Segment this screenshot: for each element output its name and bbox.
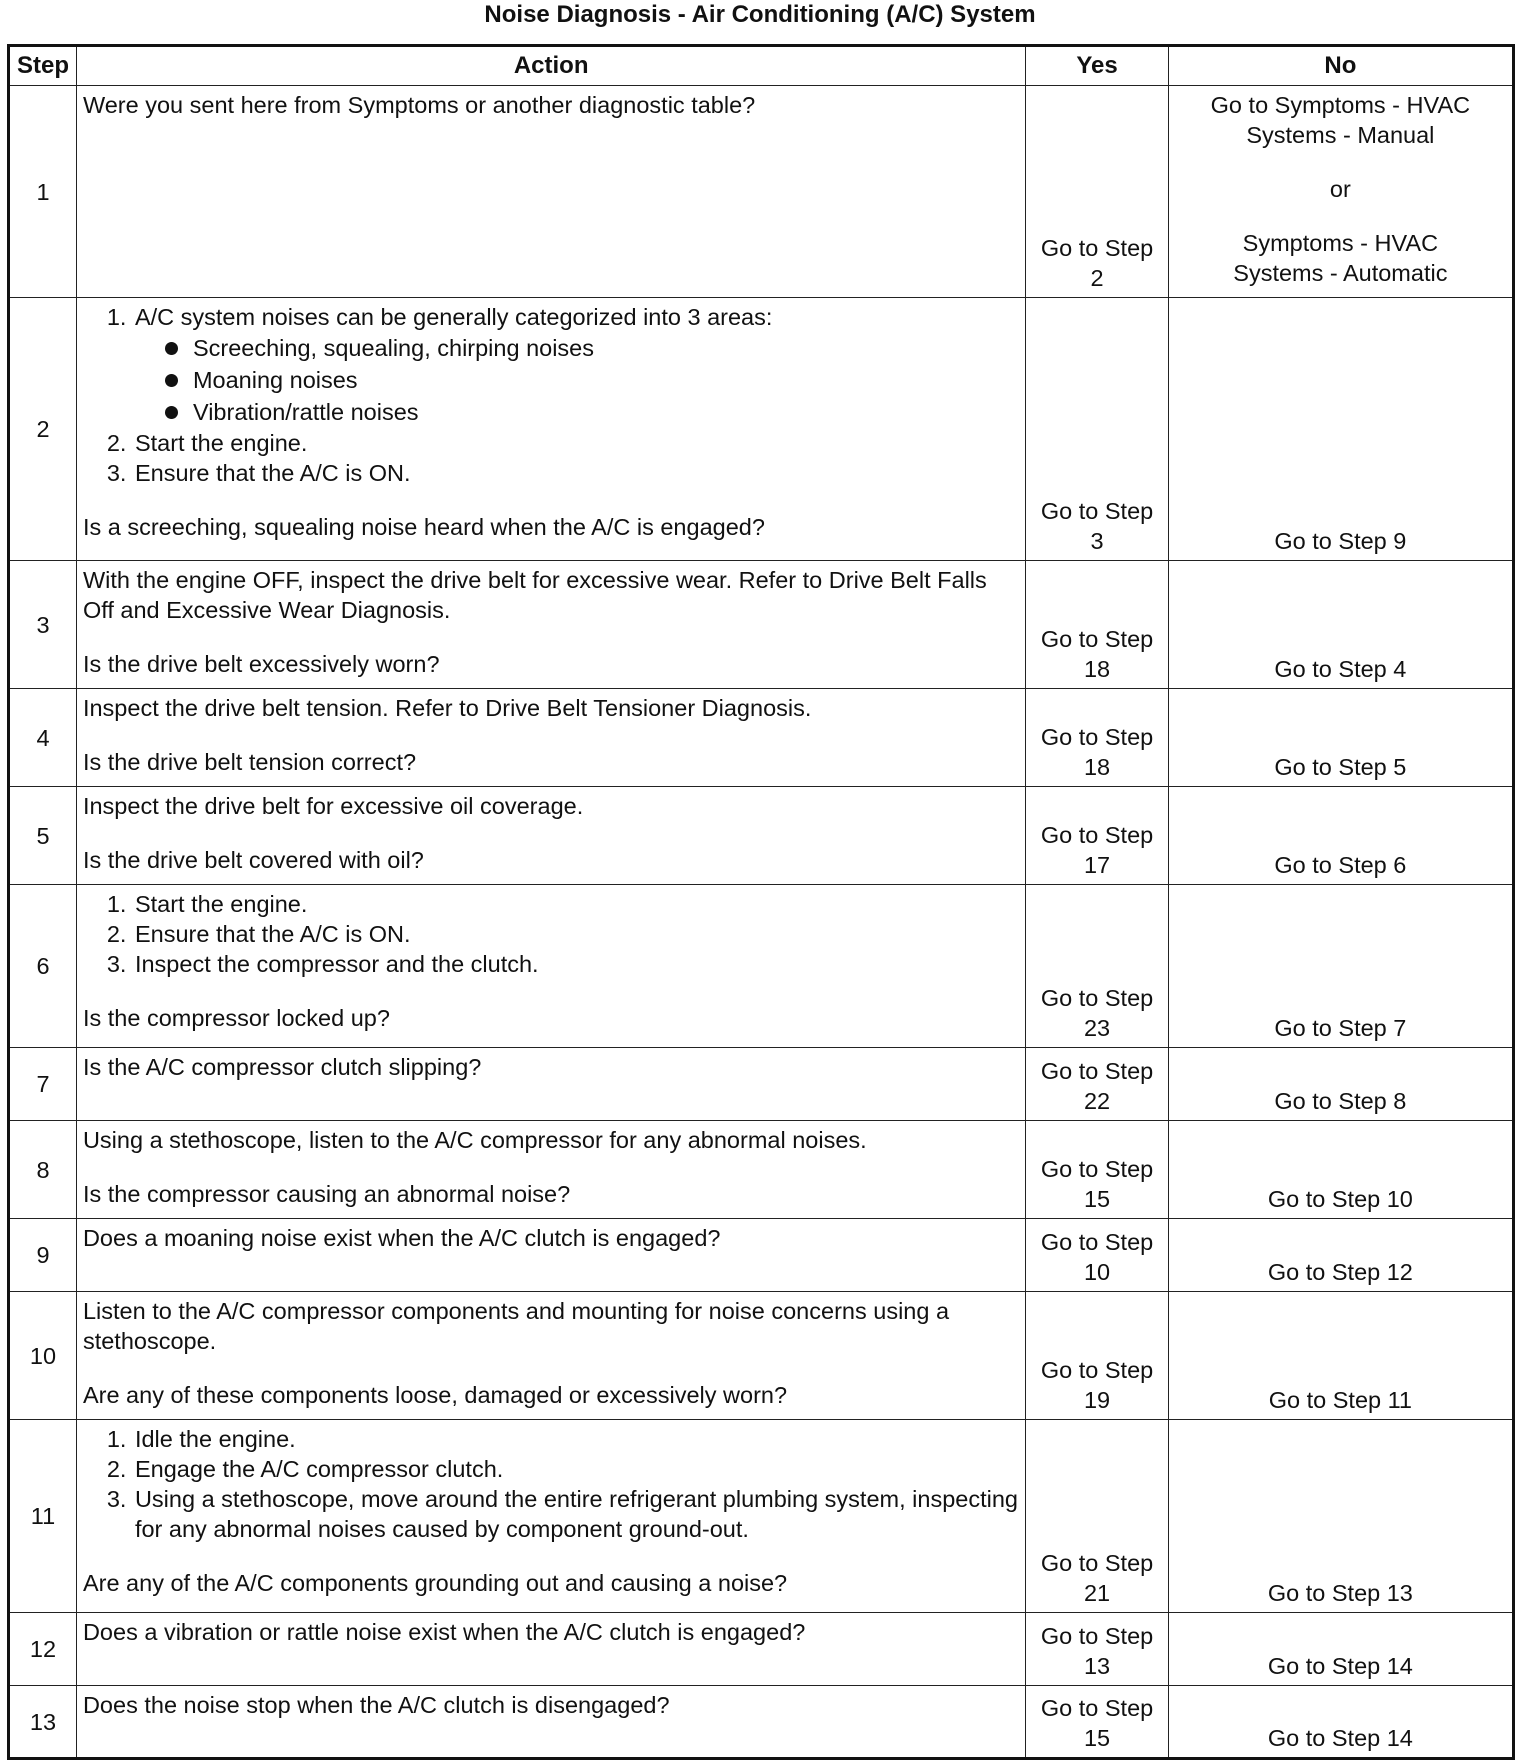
yes-line1: Go to Step: [1040, 1357, 1154, 1383]
yes-line2: 19: [1083, 1387, 1111, 1413]
no-cell: [1168, 86, 1513, 298]
header-no: No: [1168, 46, 1513, 86]
no-cell: Go to Step 8: [1168, 1048, 1513, 1121]
action-question: Does a vibration or rattle noise exist when the A/C clutch is engaged?: [82, 1619, 806, 1645]
table-row: [9, 1048, 1514, 1121]
yes-line2: 3: [1090, 528, 1104, 554]
table-row: [9, 689, 1514, 787]
action-cell: [76, 86, 1025, 298]
action-question: Is the compressor locked up?: [82, 1005, 390, 1031]
bullet-item: Vibration/rattle noises: [191, 396, 1019, 428]
header-step: Step: [9, 46, 77, 86]
step-number: 3: [9, 561, 77, 689]
action-cell: [76, 1219, 1025, 1292]
yes-line2: 21: [1083, 1580, 1111, 1606]
action-step-item: 1. A/C system noises can be generally categorized into 3 areas: Screeching, squealing, chirping noises Moaning noises Vibration/rattle noises: [133, 302, 1019, 428]
yes-line1: Go to Step: [1040, 724, 1154, 750]
yes-cell: [1026, 1686, 1168, 1759]
action-question: Is the drive belt covered with oil?: [82, 847, 424, 873]
yes-cell: [1026, 298, 1168, 561]
no-cell: Go to Step 13: [1168, 1420, 1513, 1613]
yes-line1: Go to Step: [1040, 498, 1154, 524]
yes-line2: 13: [1083, 1653, 1111, 1679]
no-cell: Go to Step 9: [1168, 298, 1513, 561]
action-step-item: 2. Engage the A/C compressor clutch.: [133, 1454, 1019, 1484]
table-row: [9, 1420, 1514, 1613]
bullet-item: Moaning noises: [191, 364, 1019, 396]
no-line3: Symptoms - HVAC: [1242, 230, 1439, 256]
action-steps: [83, 302, 1019, 488]
action-question: Is the drive belt tension correct?: [82, 749, 417, 775]
yes-line1: Go to Step: [1040, 1623, 1154, 1649]
yes-line2: 23: [1083, 1015, 1111, 1041]
action-cell: [76, 689, 1025, 787]
yes-line2: 17: [1083, 852, 1111, 878]
yes-cell: [1026, 1613, 1168, 1686]
table-row: [9, 298, 1514, 561]
header-yes: Yes: [1026, 46, 1168, 86]
action-text: Inspect the drive belt for excessive oil coverage.: [82, 793, 584, 819]
action-question: Does the noise stop when the A/C clutch is disengaged?: [82, 1692, 670, 1718]
action-text: Inspect the drive belt tension. Refer to Drive Belt Tensioner Diagnosis.: [82, 695, 812, 721]
action-question: Are any of these components loose, damaged or excessively worn?: [82, 1382, 788, 1408]
action-text: Listen to the A/C compressor components and mounting for noise concerns using a stethoscope.: [82, 1298, 950, 1354]
no-cell: Go to Step 12: [1168, 1219, 1513, 1292]
action-cell: [76, 298, 1025, 561]
yes-line1: Go to Step: [1040, 626, 1154, 652]
table-row: [9, 1292, 1514, 1420]
step-number: 7: [9, 1048, 77, 1121]
yes-line1: Go to Step: [1040, 1229, 1154, 1255]
step-number: 8: [9, 1121, 77, 1219]
action-steps: [83, 1424, 1019, 1544]
table-row: [9, 561, 1514, 689]
action-question: Are any of the A/C components grounding out and causing a noise?: [82, 1570, 788, 1596]
table-row: [9, 1121, 1514, 1219]
step-number: 4: [9, 689, 77, 787]
header-action: Action: [76, 46, 1025, 86]
yes-cell: [1026, 1219, 1168, 1292]
yes-line1: Go to Step: [1040, 985, 1154, 1011]
no-cell: Go to Step 11: [1168, 1292, 1513, 1420]
no-line1: Go to Symptoms - HVAC: [1210, 92, 1471, 118]
no-cell: Go to Step 6: [1168, 787, 1513, 885]
step-number: 10: [9, 1292, 77, 1420]
no-cell: Go to Step 14: [1168, 1686, 1513, 1759]
action-question: Is the compressor causing an abnormal noise?: [82, 1181, 571, 1207]
yes-line2: 22: [1083, 1088, 1111, 1114]
action-text: With the engine OFF, inspect the drive belt for excessive wear. Refer to Drive Belt Falls Off and Excessive Wear Diagnosis.: [82, 567, 987, 623]
action-cell: [76, 1048, 1025, 1121]
header-row: [9, 46, 1514, 86]
action-steps: [83, 889, 1019, 979]
yes-line2: 18: [1083, 754, 1111, 780]
table-row: [9, 787, 1514, 885]
yes-line1: Go to Step: [1040, 1695, 1154, 1721]
action-step-item: 2. Ensure that the A/C is ON.: [133, 919, 1019, 949]
yes-line1: Go to Step: [1040, 235, 1154, 261]
action-step-item: 1. Idle the engine.: [133, 1424, 1019, 1454]
table-row: [9, 86, 1514, 298]
yes-line2: 18: [1083, 656, 1111, 682]
step-number: 13: [9, 1686, 77, 1759]
yes-cell: [1026, 1420, 1168, 1613]
action-step-item: 1. Start the engine.: [133, 889, 1019, 919]
no-cell: Go to Step 5: [1168, 689, 1513, 787]
yes-cell: [1026, 86, 1168, 298]
yes-line2: 10: [1083, 1259, 1111, 1285]
yes-line1: Go to Step: [1040, 1550, 1154, 1576]
action-cell: [76, 1292, 1025, 1420]
table-row: [9, 885, 1514, 1048]
no-cell: Go to Step 10: [1168, 1121, 1513, 1219]
yes-line2: 15: [1083, 1186, 1111, 1212]
no-cell: Go to Step 4: [1168, 561, 1513, 689]
yes-cell: [1026, 787, 1168, 885]
action-cell: [76, 1613, 1025, 1686]
action-cell: [76, 561, 1025, 689]
action-text: Using a stethoscope, listen to the A/C compressor for any abnormal noises.: [82, 1127, 867, 1153]
diagnosis-table: [7, 44, 1515, 1760]
yes-line2: 2: [1090, 265, 1104, 291]
action-step-item: 2. Start the engine.: [133, 428, 1019, 458]
action-question: Were you sent here from Symptoms or another diagnostic table?: [82, 92, 756, 118]
action-question: Does a moaning noise exist when the A/C clutch is engaged?: [82, 1225, 721, 1251]
yes-cell: [1026, 1292, 1168, 1420]
action-question: Is a screeching, squealing noise heard when the A/C is engaged?: [82, 514, 765, 540]
action-question: Is the drive belt excessively worn?: [82, 651, 440, 677]
step-number: 5: [9, 787, 77, 885]
no-cell: Go to Step 7: [1168, 885, 1513, 1048]
yes-line2: 15: [1083, 1725, 1111, 1751]
action-cell: [76, 1686, 1025, 1759]
action-cell: [76, 1420, 1025, 1613]
yes-cell: [1026, 561, 1168, 689]
no-line2: Systems - Manual: [1246, 122, 1435, 148]
action-step-item: 3. Ensure that the A/C is ON.: [133, 458, 1019, 488]
page-title: Noise Diagnosis - Air Conditioning (A/C) System: [484, 1, 1036, 28]
step-number: 11: [9, 1420, 77, 1613]
no-cell: Go to Step 14: [1168, 1613, 1513, 1686]
yes-cell: [1026, 1121, 1168, 1219]
step-number: 2: [9, 298, 77, 561]
step-number: 6: [9, 885, 77, 1048]
bullet-item: Screeching, squealing, chirping noises: [191, 332, 1019, 364]
step-number: 9: [9, 1219, 77, 1292]
table-row: [9, 1686, 1514, 1759]
yes-line1: Go to Step: [1040, 822, 1154, 848]
action-step-item: 3. Inspect the compressor and the clutch.: [133, 949, 1019, 979]
yes-line1: Go to Step: [1040, 1156, 1154, 1182]
step-number: 1: [9, 86, 77, 298]
no-line4: Systems - Automatic: [1233, 260, 1448, 286]
action-step-item: 3. Using a stethoscope, move around the entire refrigerant plumbing system, inspecting for any abnormal noises caused by component ground-out.: [133, 1484, 1019, 1544]
yes-line1: Go to Step: [1040, 1058, 1154, 1084]
yes-cell: [1026, 885, 1168, 1048]
action-cell: [76, 787, 1025, 885]
step-number: 12: [9, 1613, 77, 1686]
no-or: or: [1329, 176, 1351, 202]
table-row: [9, 1219, 1514, 1292]
action-question: Is the A/C compressor clutch slipping?: [82, 1054, 482, 1080]
yes-cell: [1026, 689, 1168, 787]
noise-category-list: [135, 332, 1019, 428]
yes-cell: [1026, 1048, 1168, 1121]
table-row: [9, 1613, 1514, 1686]
action-cell: [76, 1121, 1025, 1219]
action-cell: [76, 885, 1025, 1048]
